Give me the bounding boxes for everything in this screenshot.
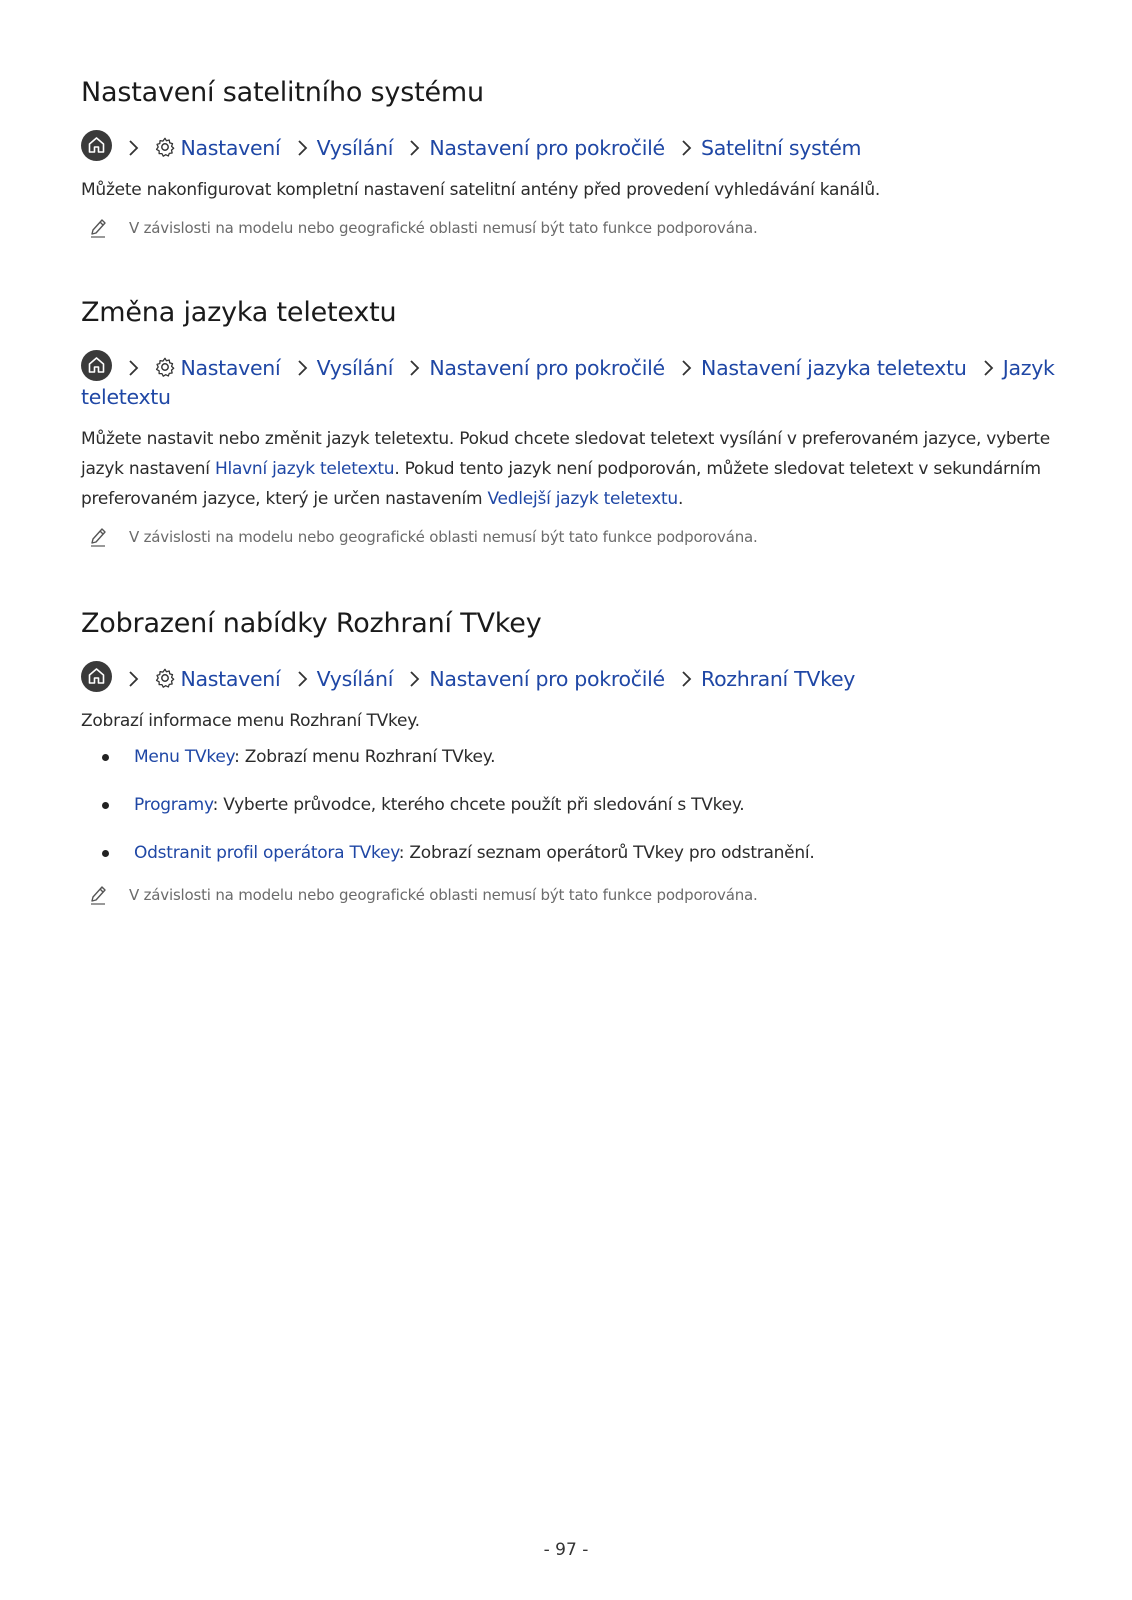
gear-icon	[154, 356, 176, 378]
section-description: Zobrazí informace menu Rozhraní TVkey.	[81, 711, 420, 731]
link-secondary-teletext-language[interactable]: Vedlejší jazyk teletextu	[487, 489, 678, 509]
home-icon[interactable]	[81, 130, 112, 161]
path-item-teletext-language-settings[interactable]: Nastavení jazyka teletextu	[701, 356, 967, 380]
path-item-settings[interactable]: Nastavení	[180, 136, 281, 160]
section-description	[81, 424, 1056, 514]
page-number: - 97 -	[543, 1540, 589, 1560]
link-remove-operator-profile[interactable]: Odstranit profil operátora TVkey	[134, 843, 399, 863]
chevron-right-icon	[125, 359, 143, 377]
pencil-icon	[88, 884, 108, 906]
chevron-right-icon	[406, 359, 424, 377]
pencil-icon	[88, 217, 108, 239]
path-item-expert-settings[interactable]: Nastavení pro pokročilé	[429, 667, 665, 691]
path-item-tvkey-interface[interactable]: Rozhraní TVkey	[701, 667, 856, 691]
home-icon[interactable]	[81, 661, 112, 692]
link-programs[interactable]: Programy	[134, 795, 213, 815]
note-text: V závislosti na modelu nebo geografické oblasti nemusí být tato funkce podporována.	[129, 528, 758, 546]
chevron-right-icon	[125, 139, 143, 157]
path-item-teletext-language[interactable]: Jazyk teletextu	[81, 356, 1055, 409]
section-title: Zobrazení nabídky Rozhraní TVkey	[81, 608, 542, 639]
chevron-right-icon	[678, 359, 696, 377]
path-item-broadcasting[interactable]: Vysílání	[316, 136, 394, 160]
menu-path	[81, 350, 1056, 412]
path-item-expert-settings[interactable]: Nastavení pro pokročilé	[429, 136, 665, 160]
chevron-right-icon	[294, 359, 312, 377]
description-text: Můžete nastavit nebo změnit jazyk teletextu. Pokud chcete sledovat teletext vysílání v preferovaném jazyce, vyberte jazyk nastavení	[81, 429, 1051, 479]
section-teletext-language	[81, 296, 1056, 550]
note	[81, 215, 1056, 241]
bullet-dot	[102, 754, 109, 761]
list-item-text: : Zobrazí menu Rozhraní TVkey.	[234, 747, 496, 767]
chevron-right-icon	[294, 139, 312, 157]
path-item-settings[interactable]: Nastavení	[180, 667, 281, 691]
list-item	[81, 742, 1056, 772]
path-item-expert-settings[interactable]: Nastavení pro pokročilé	[429, 356, 665, 380]
note	[81, 882, 1056, 908]
section-title: Nastavení satelitního systému	[81, 77, 484, 108]
path-item-broadcasting[interactable]: Vysílání	[316, 667, 394, 691]
note-text: V závislosti na modelu nebo geografické oblasti nemusí být tato funkce podporována.	[129, 886, 758, 904]
section-description: Můžete nakonfigurovat kompletní nastavení satelitní antény před provedení vyhledávání kanálů.	[81, 180, 881, 200]
feature-list	[81, 742, 1056, 868]
list-item	[81, 838, 1056, 868]
gear-icon	[154, 136, 176, 158]
bullet-dot	[102, 802, 109, 809]
chevron-right-icon	[678, 139, 696, 157]
chevron-right-icon	[125, 670, 143, 688]
bullet-dot	[102, 850, 109, 857]
link-tvkey-menu[interactable]: Menu TVkey	[134, 747, 235, 767]
menu-path	[81, 130, 1056, 163]
home-icon[interactable]	[81, 350, 112, 381]
description-text: .	[677, 489, 684, 509]
chevron-right-icon	[294, 670, 312, 688]
list-item-text: : Zobrazí seznam operátorů TVkey pro odstranění.	[398, 843, 815, 863]
path-item-broadcasting[interactable]: Vysílání	[316, 356, 394, 380]
note	[81, 524, 1056, 550]
section-tvkey-interface	[81, 607, 1056, 908]
path-item-settings[interactable]: Nastavení	[180, 356, 281, 380]
menu-path	[81, 661, 1056, 694]
chevron-right-icon	[406, 670, 424, 688]
gear-icon	[154, 667, 176, 689]
chevron-right-icon	[406, 139, 424, 157]
list-item-text: : Vyberte průvodce, kterého chcete použít při sledování s TVkey.	[212, 795, 745, 815]
chevron-right-icon	[678, 670, 696, 688]
section-satellite-system	[81, 76, 1056, 241]
note-text: V závislosti na modelu nebo geografické oblasti nemusí být tato funkce podporována.	[129, 219, 758, 237]
list-item	[81, 790, 1056, 820]
link-primary-teletext-language[interactable]: Hlavní jazyk teletextu	[214, 459, 395, 479]
description-text: . Pokud tento jazyk není podporován, můžete sledovat teletext v sekundárním preferovaném jazyce, který je určen nastavením	[81, 459, 1041, 509]
pencil-icon	[88, 526, 108, 548]
path-item-satellite-system[interactable]: Satelitní systém	[701, 136, 862, 160]
chevron-right-icon	[980, 359, 998, 377]
section-title: Změna jazyka teletextu	[81, 297, 397, 328]
